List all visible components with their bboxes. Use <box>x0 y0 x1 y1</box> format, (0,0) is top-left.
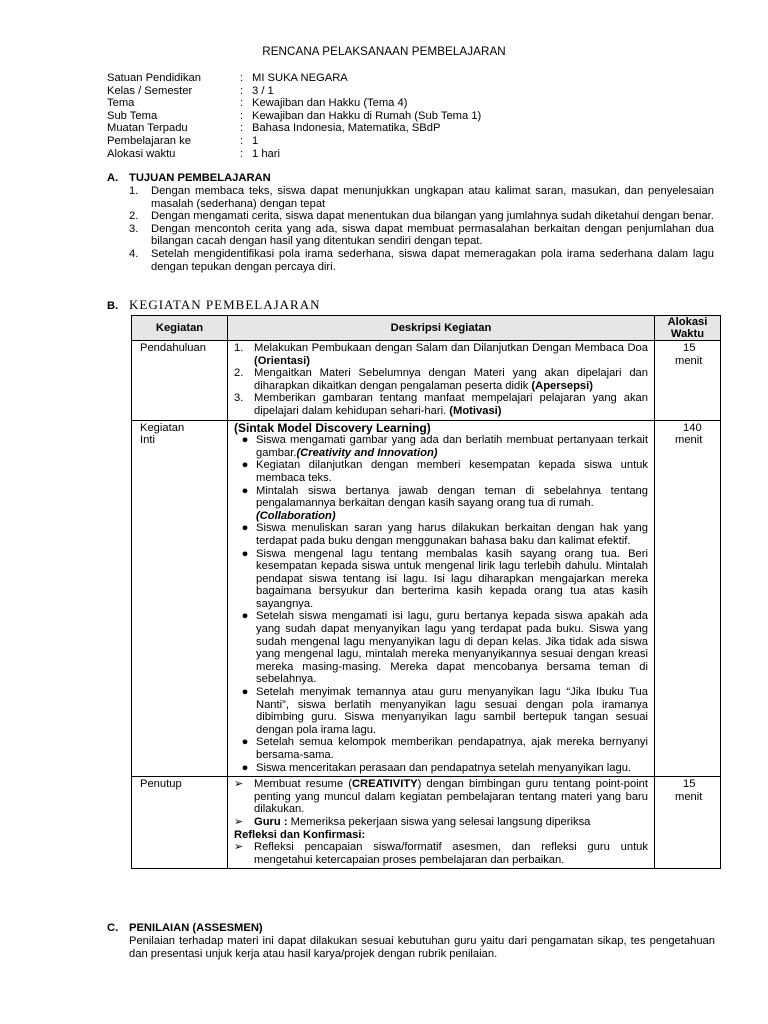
identity-key: Muatan Terpadu <box>107 122 188 135</box>
list-item <box>234 367 648 392</box>
arrow-bullet-icon: ➢ <box>234 778 244 791</box>
item-body: Memberikan gambaran tentang manfaat mempelajari pelajaran yang akan dipelajari dalam kehidupan sehari-hari. <box>254 392 648 417</box>
item-number: 2. <box>129 210 139 223</box>
header-deskripsi: Deskripsi Kegiatan <box>228 316 655 341</box>
item-text <box>256 522 648 547</box>
row-label: Pendahuluan <box>132 341 228 421</box>
item-text <box>254 392 648 417</box>
item-tag: (Orientasi) <box>254 354 310 367</box>
identity-row <box>107 135 481 148</box>
section-letter: C. <box>107 922 119 934</box>
item-body: Siswa menceritakan perasaan dan pendapatnya setelah menyanyikan lagu. <box>256 761 632 774</box>
row-label: Penutup <box>132 777 228 869</box>
item-text: Dengan mengamati cerita, siswa dapat menentukan dua bilangan yang jumlahnya sudah diketahui dengan benar. <box>151 210 714 223</box>
list-item <box>234 434 648 459</box>
list-item <box>234 548 648 611</box>
list-item <box>234 736 648 761</box>
sintak-heading: (Sintak Model Discovery Learning) <box>234 420 431 435</box>
item-body: Setelah semua kelompok memberikan pendapatnya, ajak mereka bernyanyi bersama-sama. <box>256 736 648 761</box>
item-text <box>256 548 648 611</box>
row-label-line: Kegiatan <box>140 421 185 434</box>
identity-value: Kewajiban dan Hakku (Tema 4) <box>252 97 408 110</box>
list-item <box>129 185 714 210</box>
list-item <box>234 816 648 829</box>
item-number: 1. <box>129 185 139 197</box>
item-tag: (Collaboration) <box>256 509 336 522</box>
item-body: Mintalah siswa bertanya jawab dengan teman di sebelahnya tentang pengalamannya berkaitan dengan kasih sayang orang tua di rumah. <box>256 484 648 510</box>
identity-colon: : <box>240 84 244 97</box>
identity-row <box>107 85 481 98</box>
list-item <box>129 248 714 273</box>
identity-row <box>107 148 481 161</box>
identity-colon: : <box>240 122 244 135</box>
bullet-icon: ● <box>241 484 249 497</box>
row-description <box>228 341 655 421</box>
item-number: 3. <box>129 222 139 235</box>
list-item <box>234 459 648 484</box>
item-body: Mengaitkan Materi Sebelumnya dengan Materi yang akan dipelajari dan diharapkan dikaitkan dengan pengalaman peserta didik <box>254 367 648 392</box>
list-item <box>234 342 648 367</box>
item-body: Siswa mengenal lagu tentang membalas kasih sayang orang tua. Beri kesempatan kepada siswa untuk mengenal lirik lagu terlebih dahulu. Mintalah pendapat siswa tentang isi lagu. Isi lagu diharapkan mengajarkan mereka bagaimana bersyukur dan berterima kasih kepada orang tua atas kasih sayangnya. <box>256 547 648 610</box>
item-text <box>256 736 648 761</box>
row-alokasi <box>655 777 721 869</box>
item-text: Dengan membaca teks, siswa dapat menunjukkan ungkapan atau kalimat saran, masukan, dan penyelesaian masalah (sederhana) dengan tepat <box>151 185 714 210</box>
assessment-text: Penilaian terhadap materi ini dapat dilakukan sesuai kebutuhan guru yaitu dari pengamatan sikap, tes pengetahuan dan presentasi unjuk kerja atau hasil karya/projek dengan rubrik penilaian. <box>129 935 715 960</box>
item-text: Dengan mencontoh cerita yang ada, siswa dapat membuat permasalahan berkaitan dengan penjumlahan dua bilangan cacah dengan hasil yang ditentukan sendiri dengan tepat. <box>151 222 714 248</box>
list-item <box>234 392 648 417</box>
row-label <box>132 420 228 777</box>
identity-value: 1 hari <box>252 147 280 160</box>
item-text <box>254 816 648 829</box>
alokasi-value: 140 <box>683 421 702 434</box>
header-alokasi: Alokasi Waktu <box>655 316 721 341</box>
arrow-bullet-icon: ➢ <box>234 841 244 854</box>
alokasi-unit: menit <box>675 790 703 803</box>
list-item <box>234 778 648 816</box>
identity-row <box>107 72 481 85</box>
item-text <box>256 686 648 736</box>
identity-value: Bahasa Indonesia, Matematika, SBdP <box>252 122 441 135</box>
section-a-heading <box>107 172 271 185</box>
objectives-list <box>129 185 714 273</box>
document-title: RENCANA PELAKSANAAN PEMBELAJARAN <box>262 45 506 58</box>
item-number: 3. <box>234 392 244 405</box>
section-title: PENILAIAN (ASSESMEN) <box>129 922 263 934</box>
identity-colon: : <box>240 134 244 147</box>
bullet-icon: ● <box>241 686 249 699</box>
item-tag: (Motivasi) <box>449 404 502 417</box>
identity-key: Sub Tema <box>107 109 158 122</box>
identity-block <box>107 72 481 160</box>
bullet-icon: ● <box>241 459 249 472</box>
alokasi-value: 15 <box>683 342 696 354</box>
bullet-icon: ● <box>241 522 249 535</box>
row-alokasi <box>655 341 721 421</box>
list-item <box>129 210 714 223</box>
identity-key: Kelas / Semester <box>107 84 193 97</box>
item-number: 4. <box>129 247 139 260</box>
identity-row <box>107 97 481 110</box>
item-tag: (Creativity and Innovation) <box>296 446 438 459</box>
bullet-icon: ● <box>241 547 249 560</box>
section-letter: A. <box>107 172 119 184</box>
item-body: ) dengan bimbingan guru tentang point-point penting yang muncul dalam kegiatan pembelajaran tentang materi yang baru dilakukan. <box>254 778 648 816</box>
identity-colon: : <box>240 97 244 110</box>
list-item <box>234 841 648 866</box>
section-letter: B. <box>107 300 119 312</box>
identity-key: Pembelajaran ke <box>107 134 191 147</box>
item-body: Melakukan Pembukaan dengan Salam dan Dilanjutkan Dengan Membaca Doa <box>254 342 648 354</box>
row-description <box>228 420 655 777</box>
header-kegiatan: Kegiatan <box>132 316 228 341</box>
item-text <box>254 778 648 816</box>
identity-colon: : <box>240 72 244 84</box>
item-body: Siswa mengamati gambar yang ada dan berlatih membuat pertanyaan terkait gambar. <box>256 434 648 459</box>
identity-value: 1 <box>252 134 259 147</box>
table-row-penutup <box>132 777 721 869</box>
item-number: 2. <box>234 367 244 380</box>
list-item <box>234 522 648 547</box>
identity-colon: : <box>240 109 244 122</box>
identity-colon: : <box>240 147 244 160</box>
item-text <box>256 434 648 459</box>
item-text <box>256 762 648 775</box>
bullet-icon: ● <box>241 610 249 623</box>
refleksi-heading: Refleksi dan Konfirmasi: <box>234 828 366 841</box>
item-body: Membuat resume ( <box>254 778 352 791</box>
arrow-bullet-icon: ➢ <box>234 815 244 828</box>
item-text: Refleksi pencapaian siswa/formatif asesmen, dan refleksi guru untuk mengetahui ketercapaian proses pembelajaran dan perbaikan. <box>254 841 648 866</box>
alokasi-unit: menit <box>675 354 703 367</box>
identity-row <box>107 110 481 123</box>
item-text <box>256 485 648 523</box>
item-body: Setelah menyimak temannya atau guru menyanyikan lagu “Jika Ibuku Tua Nanti”, siswa berlatih menyanyikan lagu sesuai dengan pola iramanya dibimbing guru. Siswa menyanyikan lagu sambil bertepuk tangan sesuai dengan pola irama lagu. <box>256 686 648 736</box>
table-row-inti <box>132 420 721 777</box>
alokasi-value: 15 <box>683 778 696 791</box>
identity-value: MI SUKA NEGARA <box>252 72 348 84</box>
item-body: Siswa menuliskan saran yang harus dilakukan berkaitan dengan hak yang terdapat pada buku dengan menggunakan bahasa baku dan kalimat efektif. <box>256 522 648 547</box>
bullet-icon: ● <box>241 434 249 447</box>
table-row-pendahuluan <box>132 341 721 421</box>
item-text <box>254 342 648 367</box>
identity-key: Alokasi waktu <box>107 147 176 160</box>
identity-row <box>107 122 481 135</box>
identity-key: Satuan Pendidikan <box>107 72 201 84</box>
item-body: Memeriksa pekerjaan siswa yang selesai langsung diperiksa <box>287 815 591 828</box>
bullet-icon: ● <box>241 736 249 749</box>
section-title: TUJUAN PEMBELAJARAN <box>129 172 271 184</box>
item-bold: Guru : <box>254 815 288 828</box>
item-text <box>254 367 648 392</box>
item-text <box>256 610 648 686</box>
table-header-row <box>132 316 721 341</box>
item-text <box>256 459 648 484</box>
list-item <box>234 686 648 736</box>
section-title: KEGIATAN PEMBELAJARAN <box>129 297 321 312</box>
item-body: Kegiatan dilanjutkan dengan memberi kesempatan kepada siswa untuk membaca teks. <box>256 459 648 484</box>
row-label-line: Inti <box>140 434 155 447</box>
identity-value: 3 / 1 <box>252 84 274 97</box>
section-c-heading <box>107 922 263 935</box>
identity-value: Kewajiban dan Hakku di Rumah (Sub Tema 1) <box>252 109 482 122</box>
list-item <box>234 610 648 686</box>
item-number: 1. <box>234 342 244 354</box>
identity-key: Tema <box>107 97 135 110</box>
section-b-heading <box>107 299 321 313</box>
list-item <box>234 762 648 775</box>
item-tag: (Apersepsi) <box>531 379 593 392</box>
bullet-icon: ● <box>241 761 249 774</box>
list-item <box>129 223 714 248</box>
item-body: Setelah siswa mengamati isi lagu, guru bertanya kepada siswa apakah ada yang sudah dapat menyanyikan lagu yang terdapat pada buku. Siswa yang sudah mengenal lagu menyanyikan lagu di depan kelas. Jika tidak ada siswa yang mengenal lagu, mintalah mereka menyanyikannya sesuai dengan kreasi mereka masing-masing. Mereka dapat mencobanya bersama teman di sebelahnya. <box>256 610 648 686</box>
list-item <box>234 485 648 523</box>
item-text: Setelah mengidentifikasi pola irama sederhana, siswa dapat memeragakan pola irama sederhana dalam lagu dengan tepukan dengan percaya diri. <box>151 247 714 273</box>
item-bold: CREATIVITY <box>351 778 418 791</box>
activities-table <box>131 315 721 869</box>
row-description <box>228 777 655 869</box>
row-alokasi <box>655 420 721 777</box>
alokasi-unit: menit <box>675 434 703 447</box>
